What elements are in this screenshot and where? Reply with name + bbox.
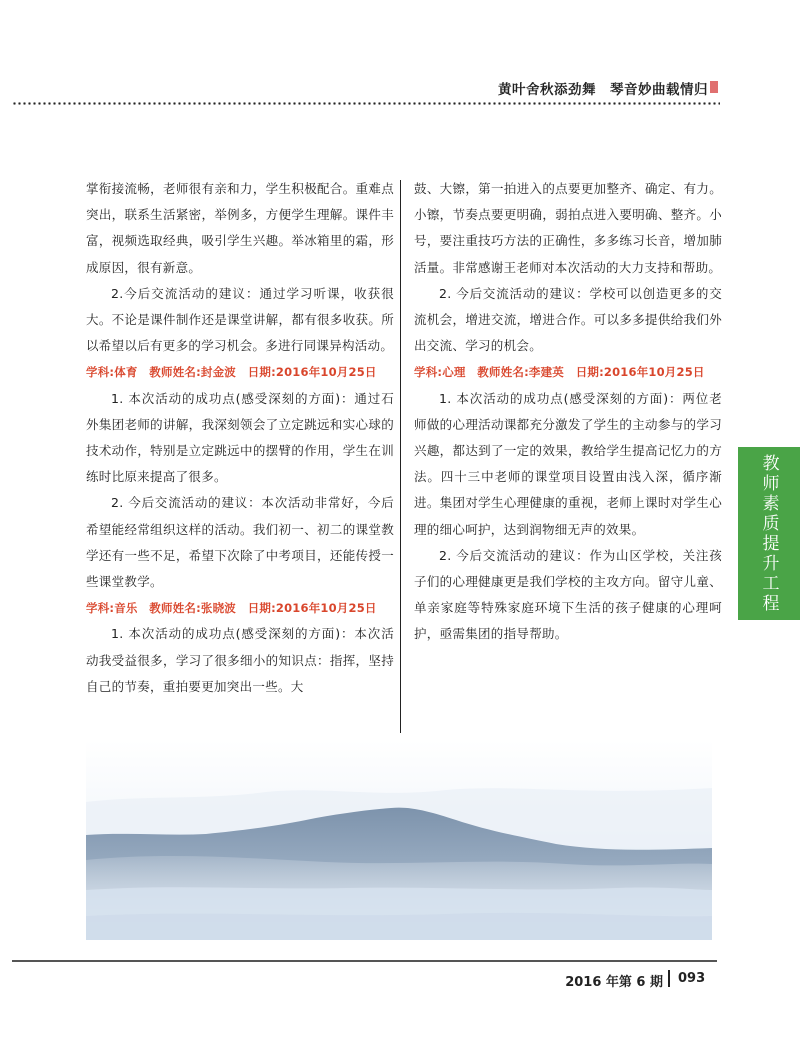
footer-issue: 2016 年第 6 期	[565, 975, 663, 990]
right-paragraph-continued: 鼓、大镲，第一拍进入的点要更加整齐、确定、有力。小镲，节奏点要更明确，弱拍点进入要明确、整齐。小号，要注重技巧方法的正确性，多多练习长音，增加肺活量。非常感谢王老师对本次活动的大力支持和帮助。	[414, 181, 722, 275]
left-suggestion-paragraph: 2.今后交流活动的建议：通过学习听课，收获很大。不论是课件制作还是课堂讲解，都有很多收获。所以希望以后有更多的学习机会。多进行同课异构活动。	[86, 285, 394, 354]
left-column	[86, 176, 394, 700]
psych-suggestion-paragraph: 2. 今后交流活动的建议：作为山区学校，关注孩子们的心理健康更是我们学校的主攻方向。留守儿童、单亲家庭等特殊家庭环境下生活的孩子健康的心理呵护，亟需集团的指导帮助。	[414, 547, 722, 642]
mountain-landscape-photo	[86, 740, 712, 940]
footer-rule	[12, 960, 717, 962]
footer-separator	[668, 970, 670, 987]
section-side-tab	[738, 447, 800, 620]
psych-success-paragraph: 1. 本次活动的成功点(感受深刻的方面)：两位老师做的心理活动课都充分激发了学生的主动参与的学习兴趣，都达到了一定的效果，教给学生提高记忆力的方法。四十三中老师的课堂项目设置由浅入深，循序渐进。集团对学生心理健康的重视，老师上课时对学生心理的细心呵护，达到润物细无声的效果。	[414, 390, 722, 537]
pe-suggestion-paragraph: 2. 今后交流活动的建议：本次活动非常好，今后希望能经常组织这样的活动。我们初一、初二的课堂教学还有一些不足，希望下次除了中考项目，还能传授一些课堂教学。	[86, 495, 394, 590]
music-success-paragraph: 1. 本次活动的成功点(感受深刻的方面)：本次活动我受益很多，学习了很多细小的知识点：指挥，坚持自己的节奏，重拍要更加突出一些。大	[86, 626, 394, 694]
header-color-marker	[710, 81, 718, 93]
column-divider	[400, 180, 401, 733]
running-header-title: 黄叶舍秋添劲舞 琴音妙曲载情归	[498, 82, 708, 98]
right-column	[414, 176, 722, 648]
subject-heading-music: 学科:音乐 教师姓名:张晓波 日期:2016年10月25日	[86, 601, 377, 616]
side-tab-label: 教师素质提升工程	[758, 453, 779, 614]
subject-heading-pe: 学科:体育 教师姓名:封金波 日期:2016年10月25日	[86, 365, 377, 380]
pe-success-paragraph: 1. 本次活动的成功点(感受深刻的方面)：通过石外集团老师的讲解，我深刻领会了立定跳远和实心球的技术动作，特别是立定跳远中的摆臂的作用，学生在训练时比原来提高了很多。	[86, 390, 394, 485]
left-paragraph-continued: 掌衔接流畅，老师很有亲和力，学生积极配合。重难点突出，联系生活紧密，举例多，方便学生理解。课件丰富，视频选取经典，吸引学生兴趣。举冰箱里的霜，形成原因，很有新意。	[86, 181, 394, 275]
header-dotted-rule	[12, 101, 720, 106]
subject-heading-psych: 学科:心理 教师姓名:李建英 日期:2016年10月25日	[414, 365, 705, 380]
right-suggestion-paragraph: 2. 今后交流活动的建议：学校可以创造更多的交流机会，增进交流，增进合作。可以多多提供给我们外出交流、学习的机会。	[414, 285, 722, 354]
page-number: 093	[678, 971, 706, 986]
